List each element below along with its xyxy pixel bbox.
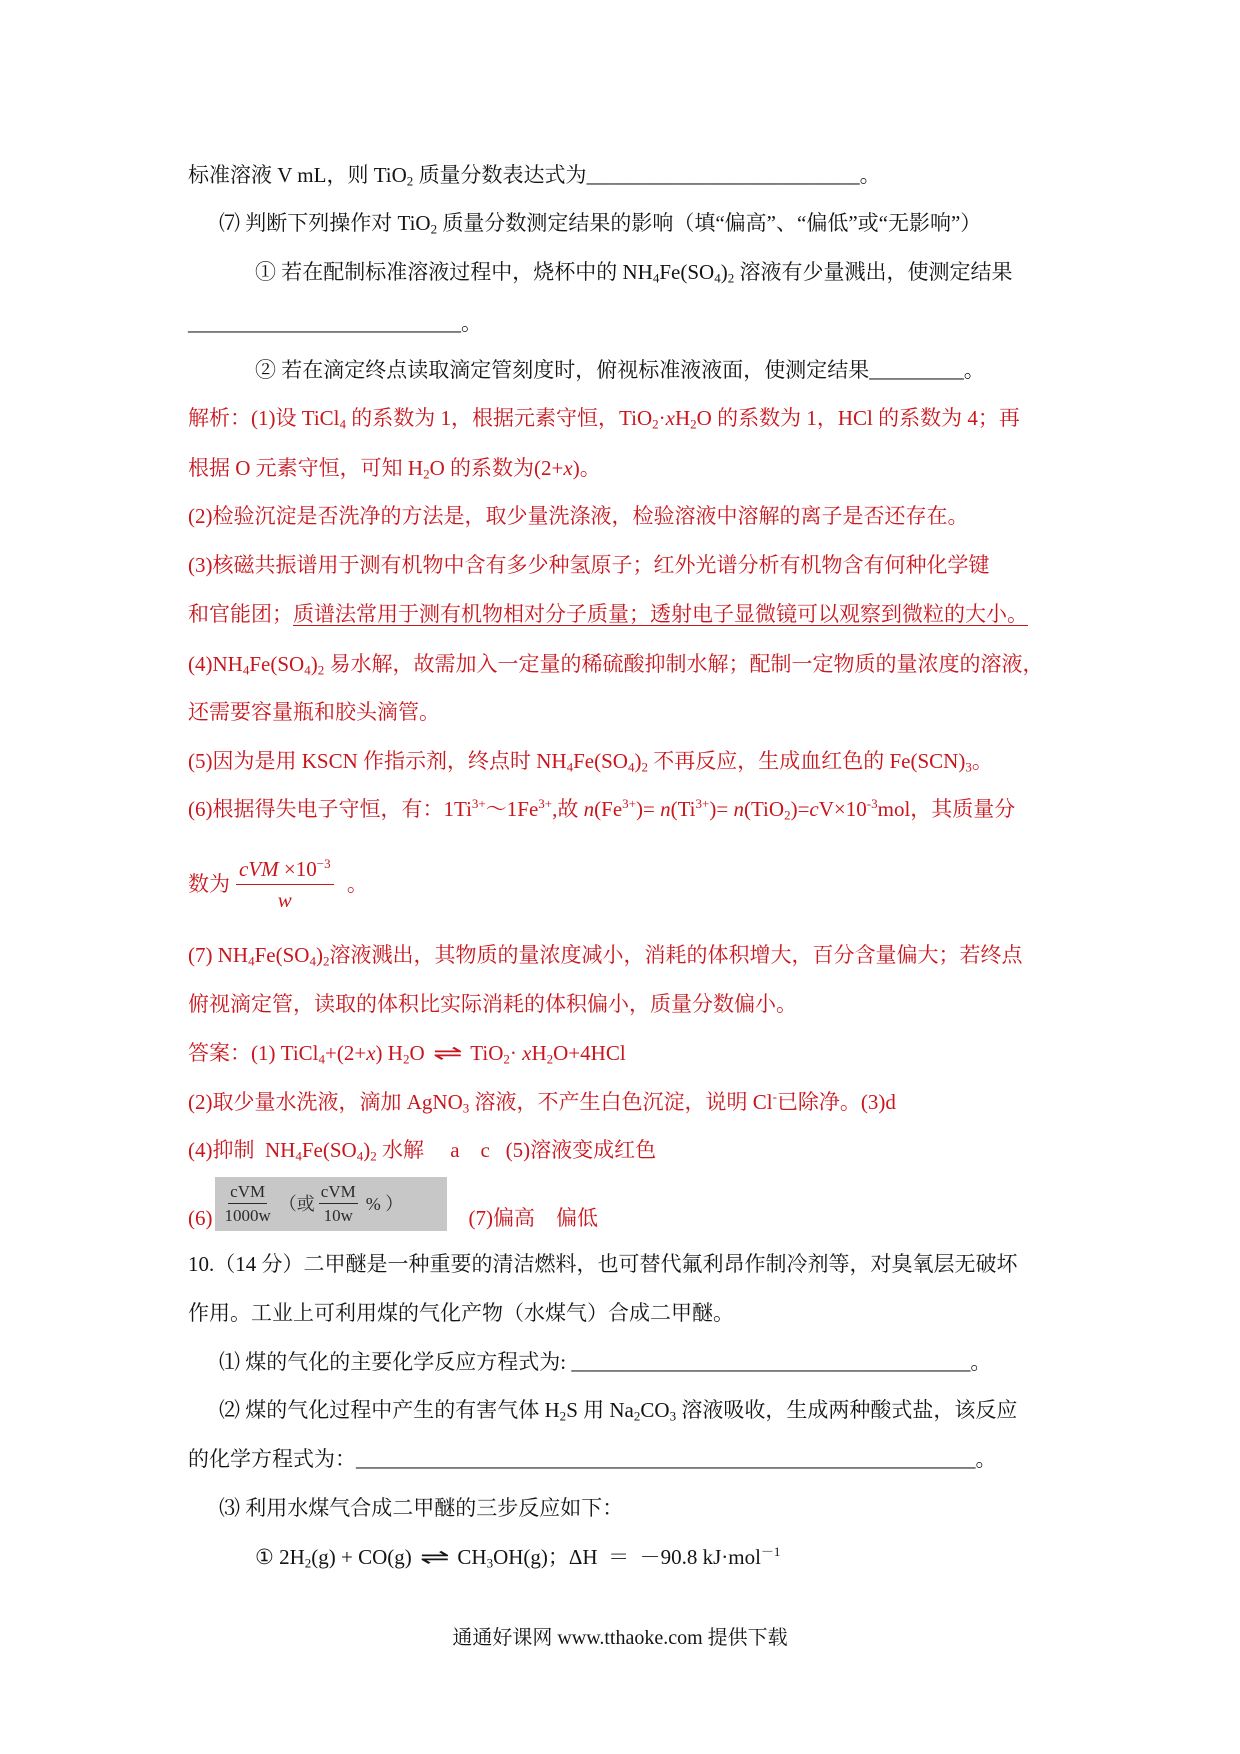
text-run: ① 若在配制标准溶液过程中，烧杯中的 NH <box>255 260 653 284</box>
superscript: 3+ <box>538 795 553 811</box>
answer-blank: __________________________ <box>586 163 860 187</box>
text-run: 答案：(1) TiCl <box>188 1041 319 1065</box>
text-run: 。 <box>963 358 985 382</box>
superscript: - <box>772 1088 777 1104</box>
text-run: mol，其质量分 <box>877 797 1016 821</box>
q9-7-item1 <box>255 257 1012 287</box>
text-run: (2)检验沉淀是否洗净的方法是，取少量洗涤液，检验溶液中溶解的离子是否还存在。 <box>188 504 969 528</box>
subscript: 2 <box>304 1555 312 1571</box>
text-run: (6)根据得失电子守恒，有：1Ti <box>188 797 472 821</box>
page-footer: 通通好课网 www.tthaoke.com 提供下载 <box>452 1627 788 1649</box>
text-run: 和官能团； <box>188 602 293 626</box>
text-run: (7) NH <box>188 943 249 967</box>
superscript: −3 <box>316 855 331 871</box>
text-run: (3)核磁共振谱用于测有机物中含有多少种氢原子；红外光谱分析有机物含有何种化学键 <box>188 553 990 577</box>
answer-line-4 <box>188 1175 598 1233</box>
text-run: O 的系数为 1，HCl 的系数为 4；再 <box>696 406 1020 430</box>
analysis-line-11 <box>188 989 797 1019</box>
answer-blank: __________________________ <box>188 311 461 335</box>
text-run: O <box>409 1041 425 1065</box>
subscript: 2 <box>423 466 430 482</box>
text-run: ⑶ 利用水煤气合成二甲醚的三步反应如下： <box>219 1496 624 1520</box>
analysis-line-9 <box>188 794 1015 824</box>
text-run: 溶液，不产生白色沉淀，说明 Cl <box>469 1090 773 1114</box>
subscript: 4 <box>304 662 311 678</box>
text-run: 质量分数测定结果的影响（填“偏高”、“偏低”或“无影响”） <box>437 211 982 235</box>
text-run: +(2+ <box>325 1041 367 1065</box>
subscript: 3 <box>669 1408 677 1424</box>
text-run: )= <box>790 797 810 821</box>
subscript: 4 <box>339 416 347 432</box>
analysis-line-1 <box>188 403 1020 433</box>
equilibrium-arrow: ⇌ <box>419 1545 450 1569</box>
text-run: CH <box>457 1545 487 1569</box>
superscript: 3+ <box>622 795 636 811</box>
text-run: Fe(SO <box>301 1138 357 1162</box>
subscript: 4 <box>652 270 660 286</box>
subscript: 4 <box>295 1148 302 1164</box>
text-run: 俯视滴定管，读取的体积比实际消耗的体积偏小，质量分数偏小。 <box>188 992 797 1016</box>
q10-2-prompt <box>219 1395 1017 1425</box>
subscript: 4 <box>356 1148 364 1164</box>
text-run: CO <box>640 1398 670 1422</box>
text-run: OH(g)；ΔH ＝ －90.8 kJ·mol <box>493 1545 761 1569</box>
analysis-line-8 <box>188 746 993 776</box>
text-run: 。 <box>970 1350 992 1374</box>
text-run: (g) + CO(g) <box>311 1545 412 1569</box>
q10-stem-line-1 <box>188 1249 1018 1279</box>
text-run: V×10 <box>818 797 867 821</box>
mass-fraction-expression <box>236 856 334 913</box>
text-run: )= <box>709 797 734 821</box>
subscript: 2 <box>641 759 648 775</box>
text-run: ) <box>720 260 728 284</box>
text-run: · <box>658 406 666 430</box>
text-run: · <box>509 1041 523 1065</box>
text-run: 溶液有少量溅出，使测定结果 <box>734 260 1013 284</box>
formula-fraction-2 <box>319 1182 358 1226</box>
italic-symbol: n <box>660 797 671 821</box>
text-run: Fe(SO <box>249 652 305 676</box>
q10-3-reaction-1 <box>255 1542 780 1572</box>
text-run: O+4HCl <box>553 1041 626 1065</box>
text-run: 标准溶液 V mL，则 TiO <box>188 163 407 187</box>
text-run: 不再反应，生成血红色的 Fe(SCN) <box>647 749 966 773</box>
analysis-line-5 <box>188 599 1028 629</box>
formula-fraction-1 <box>225 1182 271 1226</box>
fraction-lead <box>188 869 230 899</box>
subscript: 2 <box>784 807 791 823</box>
text-run: 质量分数表达式为 <box>413 163 587 187</box>
superscript: 3+ <box>695 795 710 811</box>
q9-7-prompt <box>219 208 981 238</box>
italic-symbol: x <box>522 1041 532 1065</box>
subscript: 2 <box>559 1408 567 1424</box>
text-run: (5)因为是用 KSCN 作指示剂，终点时 NH <box>188 749 567 773</box>
text-run: Fe(SO <box>659 260 715 284</box>
text-run: 的系数为 1，根据元素守恒，TiO <box>346 406 653 430</box>
text-run: 。 <box>971 749 993 773</box>
subscript: 2 <box>690 416 697 432</box>
italic-symbol: x <box>665 406 675 430</box>
answer-blank: ______________________________________ <box>571 1350 971 1374</box>
text-run: ) <box>315 943 323 967</box>
text-run: 。 <box>975 1447 997 1471</box>
superscript: －1 <box>760 1543 781 1559</box>
answer-line-1 <box>188 1038 626 1068</box>
answer-7-text: (7)偏高 偏低 <box>468 1206 598 1230</box>
text-run: 作用。工业上可利用煤的气化产物（水煤气）合成二甲醚。 <box>188 1301 734 1325</box>
text-run: ⑵ 煤的气化过程中产生的有害气体 H <box>219 1398 560 1422</box>
text-run: ② 若在滴定终点读取滴定管刻度时，俯视标准液液面，使测定结果 <box>255 358 870 382</box>
q10-1-prompt <box>219 1347 991 1377</box>
italic-symbol: c <box>809 797 819 821</box>
text-run: H <box>531 1041 547 1065</box>
q9-expression-prompt <box>188 160 881 190</box>
subscript: 4 <box>242 662 250 678</box>
subscript: 2 <box>503 1051 510 1067</box>
subscript: 2 <box>370 1148 377 1164</box>
text-run: 水解 a c (5)溶液变成红色 <box>376 1138 657 1162</box>
subscript: 3 <box>965 759 972 775</box>
answer-blank: ___________________________________________________________ <box>356 1447 976 1471</box>
answer-6-label: (6) <box>188 1206 213 1230</box>
text-run: 。 <box>859 163 881 187</box>
q10-stem-line-2 <box>188 1298 734 1328</box>
subscript: 2 <box>406 173 414 189</box>
formula-numerator-2: cVM <box>319 1182 358 1204</box>
equilibrium-arrow: ⇌ <box>432 1041 463 1065</box>
text-run: ) <box>634 749 642 773</box>
subscript: 2 <box>633 1408 641 1424</box>
subscript: 2 <box>727 270 735 286</box>
text-run: TiO <box>470 1041 504 1065</box>
text-run: 根据 O 元素守恒，可知 H <box>188 456 424 480</box>
text-run: ～1Fe <box>485 797 539 821</box>
text-run: ① 2H <box>255 1545 305 1569</box>
text-run: ,故 <box>552 797 584 821</box>
text-run: 数为 <box>188 872 230 896</box>
subscript: 2 <box>546 1051 554 1067</box>
formula-denominator-2: 10w <box>323 1206 353 1225</box>
text-run: 的化学方程式为： <box>188 1447 356 1471</box>
analysis-line-3 <box>188 501 968 531</box>
text-run: O 的系数为(2+ <box>429 456 564 480</box>
text-run: S 用 Na <box>566 1398 634 1422</box>
fraction-tail <box>342 869 368 899</box>
text-run: (4)抑制 NH <box>188 1138 296 1162</box>
analysis-line-4 <box>188 550 989 580</box>
text-run: Fe(SO <box>254 943 310 967</box>
text-run: 溶液溅出，其物质的量浓度减小，消耗的体积增大，百分含量偏大；若终点 <box>329 943 1023 967</box>
text-run: 溶液吸收，生成两种酸式盐，该反应 <box>676 1398 1018 1422</box>
text-run: ) <box>363 1138 371 1162</box>
subscript: 4 <box>318 1051 326 1067</box>
text-run: (Fe <box>594 797 623 821</box>
superscript: 3+ <box>471 795 486 811</box>
fraction-denominator <box>278 885 292 913</box>
q9-7-item1-blank <box>188 308 482 338</box>
text-run: ⑴ 煤的气化的主要化学反应方程式为: <box>219 1350 572 1374</box>
answer-line-2 <box>188 1087 896 1117</box>
text-run: (Ti <box>670 797 696 821</box>
text-run: 还需要容量瓶和胶头滴管。 <box>188 700 440 724</box>
answer-blank: _________ <box>869 358 964 382</box>
subscript: 4 <box>714 270 721 286</box>
formula-numerator-1: cVM <box>228 1182 267 1204</box>
text-run: 。 <box>461 311 482 335</box>
formula-percent: % <box>365 1194 381 1214</box>
q9-7-item2 <box>255 355 985 385</box>
superscript: -3 <box>866 795 878 811</box>
analysis-line-6 <box>188 649 1043 679</box>
formula-denominator-1: 1000w <box>224 1206 271 1225</box>
text-run: )= <box>636 797 661 821</box>
text-run: ) H <box>375 1041 403 1065</box>
text-run: 已除净。(3)d <box>776 1090 896 1114</box>
subscript: 2 <box>317 662 325 678</box>
subscript: 2 <box>652 416 659 432</box>
text-run: Fe(SO <box>573 749 628 773</box>
q10-3-prompt <box>219 1493 623 1523</box>
analysis-line-7 <box>188 697 440 727</box>
subscript: 4 <box>248 953 255 969</box>
q10-2-blank-line <box>188 1444 997 1474</box>
italic-symbol: n <box>583 797 595 821</box>
subscript: 2 <box>430 221 438 237</box>
text-run: (4)NH <box>188 652 243 676</box>
subscript: 2 <box>402 1051 410 1067</box>
subscript: 4 <box>566 759 574 775</box>
subscript: 3 <box>462 1100 470 1116</box>
text-run: (2)取少量水洗液，滴加 AgNO <box>188 1090 463 1114</box>
subscript: 2 <box>322 953 330 969</box>
subscript: 3 <box>486 1555 494 1571</box>
italic-symbol: x <box>366 1041 376 1065</box>
text-run: ⑺ 判断下列操作对 TiO <box>219 211 431 235</box>
formula-or-text: （或 <box>278 1194 315 1214</box>
analysis-fraction-line <box>188 849 368 919</box>
subscript: 4 <box>627 759 635 775</box>
answer-line-3 <box>188 1135 656 1165</box>
italic-symbol: w <box>277 887 292 912</box>
italic-symbol: n <box>733 797 744 821</box>
formula-close-paren: ） <box>380 1194 404 1214</box>
text-run: (TiO <box>743 797 785 821</box>
text-run: ×10 <box>278 856 317 881</box>
italic-symbol: cVM <box>239 856 279 881</box>
text-run: 易水解，故需加入一定量的稀硫酸抑制水解；配制一定物质的量浓度的溶液， <box>324 652 1044 676</box>
text-run: 解析：(1)设 TiCl <box>188 406 340 430</box>
text-run: H <box>674 406 691 430</box>
text-run: 10.（14 分）二甲醚是一种重要的清洁燃料，也可替代氟利昂作制冷剂等，对臭氧层无破坏 <box>188 1252 1018 1276</box>
text-run: 。 <box>341 872 368 896</box>
text-run: ) <box>310 652 318 676</box>
text-run: )。 <box>572 456 601 480</box>
analysis-line-10 <box>188 940 1022 970</box>
fraction-numerator <box>236 856 334 885</box>
subscript: 4 <box>309 953 316 969</box>
italic-symbol: x <box>563 456 573 480</box>
underlined-text: 质谱法常用于测有机物相对分子质量；透射电子显微镜可以观察到微粒的大小。 <box>293 602 1028 626</box>
formula-image <box>215 1177 447 1231</box>
analysis-line-2 <box>188 453 601 483</box>
